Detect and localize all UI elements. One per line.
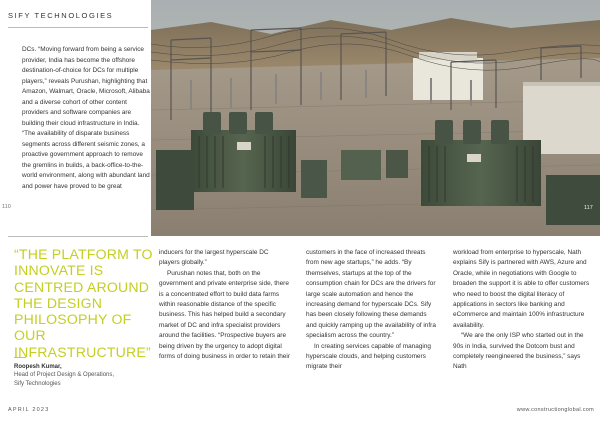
article-column-1 <box>159 248 291 362</box>
paragraph: Purushan notes that, both on the government and private enterprise side, there is a concentrated effort to build data farms within reasonable distance of the specific business. This has helped build a secondary market of DC and infra specialist providers around the facilities. “Prospective buyers are being driven by the urgency to adopt digital forms of doing business in order to retain their <box>159 269 290 361</box>
attribution-name: Roopesh Kumar, <box>14 364 62 370</box>
issue-date: APRIL 2023 <box>8 407 50 413</box>
website-url: www.constructionglobal.com <box>516 407 594 413</box>
intro-paragraph: DCs. “Moving forward from being a service provider, India has become the offshore destination-of-choice for DCs for multiple players,” reveals Purushan, highlighting that Amazon, Walmart, Oracle, Microsoft, Alibaba and a diverse cohort of other content providers and software companies are building their cloud infrastructure in India. “The availability of disparate business segments across different seismic zones, a proactive government approach to remove the gremlins in builds, a back-office-to-the-world environment, along with abundant land and power have proved to be great <box>22 46 150 190</box>
page-number: 110 <box>2 204 11 210</box>
article-column-2 <box>306 248 438 373</box>
publication-header: SIFY TECHNOLOGIES <box>8 11 114 20</box>
quote-divider <box>14 357 26 358</box>
header-divider <box>8 27 148 28</box>
paragraph: workload from enterprise to hyperscale, Nath explains Sify is partnered with AWS, Azure and Oracle, while in negotiations with Google to broaden the support it is able to offer customers who need to boost the digital literacy of applications in sectors like banking and eCommerce and maintain 100% infrastructure availability. <box>453 249 590 329</box>
section-divider <box>8 236 148 237</box>
paragraph: inducers for the largest hyperscale DC players globally.” <box>159 249 269 267</box>
quote-attribution <box>14 363 154 388</box>
attribution-title: Head of Project Design & Operations, <box>14 372 115 379</box>
substation-photo <box>151 0 600 236</box>
paragraph: “We are the only ISP who started out in the 90s in India, survived the Dotcom bust and completely reengineered the business,” says Nath <box>453 332 584 371</box>
photo-page-number: 117 <box>584 205 593 211</box>
pull-quote: “THE PLATFORM TO INNOVATE IS CENTRED AROUND THE DESIGN PHILOSOPHY OF OUR INFRASTRUCTURE” <box>14 246 153 360</box>
article-column-3 <box>453 248 593 373</box>
paragraph: In creating services capable of managing hyperscale clouds, and helping customers migrate their <box>306 342 432 371</box>
attribution-company: Sify Technologies <box>14 380 61 387</box>
paragraph: customers in the face of increased threats from new age startups,” he adds. “By themselves, startups at the top of the consumption chain for DCs are the drivers for large scale automation and hence the increasing demand for hyperscale DCs. Sify has been closely following these demands and quickly ramping up the availability of infra specialism across the country.” <box>306 249 436 340</box>
